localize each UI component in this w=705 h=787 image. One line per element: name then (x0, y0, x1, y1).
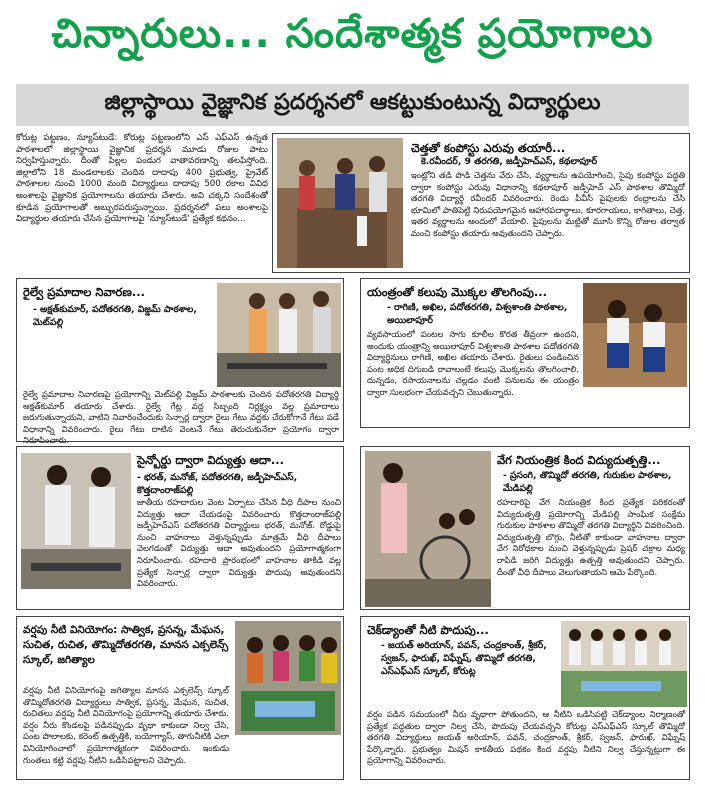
article-checkdam (360, 616, 690, 780)
article-weeding-title: యంత్రంతో కలుపు మొక్కల తొలగింపు... (367, 285, 548, 299)
photo-weeding (583, 283, 687, 387)
subheadline: జిల్లాస్థాయి వైజ్ఞానిక ప్రదర్శనలో ఆకట్టుకుంటున్న విద్యార్థులు (16, 84, 689, 126)
article-rainwater (16, 616, 344, 780)
article-compost-title: చెత్తతో కంపోస్టు ఎరువు తయారీ... (411, 141, 566, 155)
article-compost-body: ఇంట్లోని తడి పొడి చెత్తను వేరు చేసి, వ్యర్థాలను ఉపయోగించి, సైపు కంపోస్టు పద్ధతి ద్వారా కంపోస్టు ఎరువు విధానాన్ని కథలాపూర్ జడ్పీహెచ్ ఎస్ పాఠశాల తొమ్మిదో తరగతి విద్యార్థి రవీందర్ వివరించారు. రెండు పీవీసీ పైపులకు రంధ్రాలను చేసి భూమిలో పాతిపెట్టి నిరుపయోగమైన ఆహారపదార్థాలు, కూరగాయలు, కాగితాలు, చెత్త, ఇతర వ్యర్థాలను అందులో వేయాలి. పైపులను మట్టితో మూసి కొన్ని రోజుల తర్వాత మంచి కంపోస్టు తయారు అవుతుందని చెప్పారు. (411, 170, 685, 238)
article-speedbreaker-title: వేగ నియంత్రిక కింద విద్యుదుత్పత్తి... (497, 453, 661, 467)
article-compost-byline: కె.రవీందర్, 9 తరగతి, జడ్పీహెచ్ఎస్, కథలాపూర్ (421, 156, 598, 167)
article-speedbreaker-body: రహదారిపై వేగ నియంత్రిక కింద ప్రత్యేక పరికరంతో విద్యుదుత్పత్తి ప్రయోగాన్ని మేడిపల్లి సాంఘిక సంక్షేమ గురుకుల పాఠశాల తొమ్మిదో తరగతి విద్యార్థిని వివరించింది. విద్యుదుత్పత్తి బొగ్గు, నీటితో కాకుండా వాహనాల ద్వారా వేగ నిరోధకాల నుంచి వెళ్తున్నప్పుడు ప్రెషర్ చక్రాల మధ్య రాపిడి జరిగి విద్యుత్తు ఉత్పత్తి అవుతుందని చెప్పారు. దీంతో వీధి దీపాలు వెలుగుతాయని ఆమె పేర్కొంది. (497, 497, 685, 577)
article-weeding-body: వ్యవసాయంలో పంటల సాగు కూలీల కొరత తీవ్రంగా ఉందని, అందుకు యంత్రాన్ని అయిలాపూర్ విశ్వశాంతి పాఠశాల పదోతరగతి విద్యార్థినులు రాగిణి, అఖిల తయారు చేశారు. రైతులు పండించిన పంట అధిక దిగుబడి రావాలంటే కలుపు మొక్కలను తొలగించాలి. దున్నడం, రసాయనాలను చల్లడం వంటి పనులను ఈ యంత్రం ద్వారా సులభంగా చేయవచ్చని చెబుతున్నారు. (367, 329, 579, 397)
photo-rainwater (235, 621, 341, 735)
article-weeding (360, 278, 690, 428)
photo-checkdam (561, 621, 687, 707)
article-streetlight-title: సైన్బోర్డు ద్వారా విద్యుత్తు ఆదా... (137, 453, 284, 467)
article-railway (16, 278, 344, 446)
article-railway-title: రైల్వే ప్రమాదాల నివారణ... (23, 285, 145, 299)
article-streetlight (16, 446, 344, 610)
article-streetlight-byline: - భరత్, మనోజ్, పదోతరగతి, జడ్పీహెచ్ఎస్, కొత్తదాంరాజ్‌పల్లి (137, 472, 298, 496)
article-streetlight-body: జాతీయ రహదారుల వెంట ఏర్పాటు చేసిన వీధి దీపాల నుంచి విద్యుత్తు ఆదా చేయడంపై వివరించారు కొత్తదాంరాజ్‌పల్లి జడ్పీహెచ్ఎస్ పదోతరగతి విద్యార్థులు భరత్, మనోజ్. రోడ్డుపై నుంచి వాహనాలు వెళ్తున్నప్పుడు మాత్రమే వీధి దీపాలు వెలగడంతో విద్యుత్తు ఆదా అవుతుందని ప్రయోగాత్మకంగా నిరూపించారు. రహదారి ప్రారంభంలో వాహనాల తాకిడి వల్ల ప్రత్యేక సెన్సార్ల ద్వారా విద్యుత్తు పొదుపు అవుతుందని వివరించారు. (137, 497, 341, 589)
article-rainwater-body: వర్షపు నీటి వినియోగంపై జగిత్యాల మానస ఎక్సలెన్స్ స్కూల్ తొమ్మిదోతరగతి విద్యార్థులు సాత్విక, ప్రసన్న, మేఘన, సుచిత, రుచితలు వర్షపు నీటి వినియోగంపై ప్రయోగాన్ని తయారు చేశారు. వర్షం నీరు కొండలపై పడినప్పుడు వృథా కాకుండా నిల్వ చేసి, పంట పొలాలకు, కరెంట్ ఉత్పత్తికి, బయోగ్యాస్, తాగునీటికి ఎలా వినియోగించాలో ప్రయోగాత్మకంగా వివరించారు. ఇంకుడు గుంతలు కట్టి వర్షపు నీటిని ఒడిసిపట్టాలని చెప్పారు. (23, 685, 229, 765)
article-speedbreaker (360, 446, 690, 610)
article-checkdam-title: చెక్‌డ్యాంతో నీటి పొదుపు... (367, 623, 489, 637)
article-rainwater-title: వర్షపు నీటి వినియోగం: సాత్విక, ప్రసన్న, మేఘన, సుచిత, రుచిత, తొమ్మిదోతరగతి, మానస ఎక్సలెన్స్ స్కూల్, జగిత్యాల (23, 624, 229, 666)
article-railway-body: రైల్వే ప్రమాదాల నివారణపై ప్రయోగాన్ని మెట్‌పల్లి విజ్డమ్ పాఠశాలకు చెందిన పదోతరగతి విద్యార్థి అక్షత్‌కుమార్ తయారు చేశారు. రైల్వే గేట్ల వద్ద సిబ్బంది నిర్లక్ష్యం వల్ల ప్రమాదాలు జరుగుతున్నాయని, వాటిని నివారించేందుకు సెన్సార్ల ద్వారా రైలు గేటు వద్దకు చేరుకోగానే గేటు పడే విధానాన్ని వివరించారు. రైలు గేటు దాటిన వెంటనే గేటు తెరుచుకునేలా ప్రయోగం ద్వారా నిరూపించారు. (23, 389, 339, 446)
article-compost (272, 133, 690, 273)
article-checkdam-byline: - జయత్ అరియాన్, పవన్, చంద్రకాంత్, శ్రీకర్, స్వజన్, ఫారుఖ్, విఘ్నేష్, తొమ్మిదో తరగతి, ఎస్ఎఫ్ఎస్ స్కూల్, కోరుట్ల (381, 640, 547, 677)
photo-speedbreaker (365, 451, 491, 607)
headline: చిన్నారులు... సందేశాత్మక ప్రయోగాలు (51, 11, 654, 57)
article-weeding-byline: - రాగిణి, అఖిల, పదోతరగతి, విశ్వశాంతి పాఠశాల, అయిలాపూర్ (387, 302, 568, 326)
article-speedbreaker-byline: - ప్రసంగి, తొమ్మిదో తరగతి, గురుకుల పాఠశాల, మేడిపల్లి (503, 470, 672, 494)
photo-railway (217, 283, 341, 387)
photo-compost (277, 138, 403, 268)
article-railway-byline: - అక్షత్‌కుమార్, పదోతరగతి, విజ్డమ్ పాఠశాల, మెట్‌పల్లి (33, 304, 197, 328)
article-checkdam-body: వర్షం పడిన సమయంలో నీరు వృథాగా పోతుందని, ఆ నీటిని ఒడిసిపట్టి చెక్‌డ్యాంల నిర్మాణంతో ప్రత్యేక పద్ధతుల ద్వారా నిల్వ చేసి, పొదుపు చేయవచ్చని కోరుట్ల ఎస్ఎఫ్ఎస్ స్కూల్ తొమ్మిదో తరగతి విద్యార్థులు జయత్ అరియాన్, పవన్, చంద్రకాంత్, శ్రీకర్, స్వజన్, ఫారుఖ్, విఘ్నేష్ పేర్కొన్నారు. ప్రభుత్వం మిషన్ కాకతీయ పథకం కింద వర్షపు నీటిని నిల్వ చేస్తున్నట్లుగా ఈ ప్రయోగాన్ని వివరించారు. (367, 709, 685, 766)
intro-text: కోరుట్ల పట్టణం, న్యూస్‌టుడే: కోరుట్ల పట్టణంలోని ఎస్ ఎఫ్ఎస్ ఉన్నత పాఠశాలలో జిల్లాస్థాయి వైజ్ఞానిక ప్రదర్శన మూడు రోజుల పాటు నిర్వహిస్తున్నారు. దీంతో పిల్లల పండుగ వాతావరణాన్ని తలపిస్తోంది. జిల్లాలోని 18 మండలాలకు చెందిన దాదాపు 400 ప్రభుత్వ, ప్రైవేట్ పాఠశాలల నుంచి 1000 మంది విద్యార్థులు దాదాపు 500 రకాల వివిధ అంశాలపై వైజ్ఞానిక ప్రయోగాలను తయారు చేశారు. అవి చక్కని సందేశంతో కూడిన ప్రయోగాలతో అబ్బురపరుస్తున్నాయి. ప్రదర్శనలో పలు అంశాలపై విద్యార్థుల తయారు చేసిన ప్రయోగాలపై 'న్యూస్‌టుడే' ప్రత్యేక కథనం... (16, 133, 268, 225)
photo-streetlight (21, 453, 131, 589)
